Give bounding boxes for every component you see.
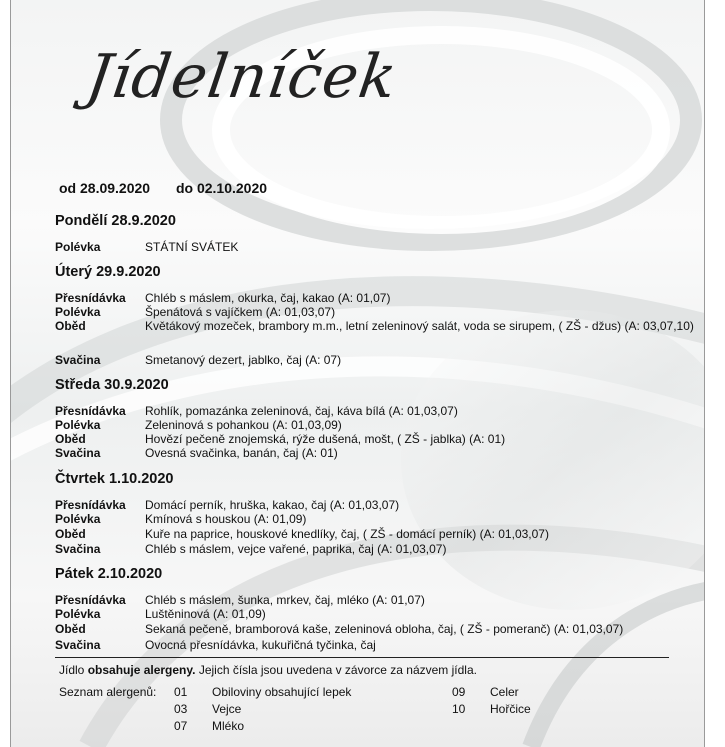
day-heading: Úterý 29.9.2020 bbox=[55, 264, 161, 280]
allergen-name: Vejce bbox=[212, 702, 242, 716]
meal-text: Zeleninová s pohankou (A: 01,03,09) bbox=[145, 418, 342, 432]
meal-text: Chléb s máslem, vejce vařené, paprika, čaj (A: 01,03,07) bbox=[145, 542, 447, 556]
allergen-code: 01 bbox=[174, 685, 188, 699]
meal-label: Polévka bbox=[55, 305, 101, 319]
meal-text: Rohlík, pomazánka zeleninová, čaj, káva bílá (A: 01,03,07) bbox=[145, 404, 458, 418]
meal-label: Svačina bbox=[55, 638, 101, 652]
meal-label: Polévka bbox=[55, 418, 101, 432]
meal-label: Přesnídávka bbox=[55, 593, 126, 607]
meal-label: Oběd bbox=[55, 432, 86, 446]
page-title: Jídelníček bbox=[82, 42, 402, 112]
date-to: do 02.10.2020 bbox=[175, 180, 268, 196]
date-from: od 28.09.2020 bbox=[59, 180, 151, 196]
allergen-list-label: Seznam alergenů: bbox=[59, 685, 157, 699]
menu-page bbox=[10, 0, 705, 747]
meal-label: Polévka bbox=[55, 607, 101, 621]
meal-label: Oběd bbox=[55, 527, 86, 541]
allergen-code: 03 bbox=[174, 702, 188, 716]
meal-text: Květákový mozeček, brambory m.m., letní zeleninový salát, voda se sirupem, ( ZŠ - džus) (A: 03,07,10) bbox=[145, 319, 694, 333]
meal-text: Sekaná pečeně, bramborová kaše, zeleninová obloha, čaj, ( ZŠ - pomeranč) (A: 01,03,07) bbox=[145, 622, 624, 636]
note-bold: obsahuje alergeny. bbox=[87, 663, 196, 677]
meal-label: Oběd bbox=[55, 622, 86, 636]
allergen-code: 09 bbox=[452, 685, 466, 699]
meal-label: Svačina bbox=[55, 353, 101, 367]
meal-label: Přesnídávka bbox=[55, 498, 126, 512]
meal-text: Chléb s máslem, šunka, mrkev, čaj, mléko (A: 01,07) bbox=[145, 593, 425, 607]
allergen-name: Obiloviny obsahující lepek bbox=[212, 685, 352, 699]
allergen-code: 10 bbox=[452, 702, 466, 716]
meal-text: Chléb s máslem, okurka, čaj, kakao (A: 01,07) bbox=[145, 291, 391, 305]
allergen-name: Hořčice bbox=[490, 702, 531, 716]
meal-label: Polévka bbox=[55, 240, 101, 254]
day-heading: Čtvrtek 1.10.2020 bbox=[55, 471, 174, 487]
meal-text: Špenátová s vajíčkem (A: 01,03,07) bbox=[145, 305, 336, 319]
note-text: Jejich čísla jsou uvedena v závorce za názvem jídla. bbox=[195, 663, 477, 677]
meal-label: Svačina bbox=[55, 446, 101, 460]
meal-text: Ovocná přesnídávka, kukuřičná tyčinka, čaj bbox=[145, 638, 376, 652]
day-heading: Středa 30.9.2020 bbox=[55, 377, 169, 393]
allergen-name: Mléko bbox=[212, 719, 245, 733]
meal-text: Ovesná svačinka, banán, čaj (A: 01) bbox=[145, 446, 338, 460]
meal-text: Kmínová s houskou (A: 01,09) bbox=[145, 512, 307, 526]
meal-label: Přesnídávka bbox=[55, 291, 126, 305]
meal-text: Luštěninová (A: 01,09) bbox=[145, 607, 266, 621]
allergen-name: Celer bbox=[490, 685, 519, 699]
allergen-code: 07 bbox=[174, 719, 188, 733]
meal-text: Domácí perník, hruška, kakao, čaj (A: 01,03,07) bbox=[145, 498, 400, 512]
note-text: Jídlo bbox=[59, 663, 88, 677]
divider bbox=[55, 657, 669, 658]
day-heading: Pondělí 28.9.2020 bbox=[55, 213, 176, 229]
meal-text: STÁTNÍ SVÁTEK bbox=[145, 240, 239, 254]
meal-label: Polévka bbox=[55, 512, 101, 526]
allergen-note bbox=[59, 663, 477, 677]
meal-label: Přesnídávka bbox=[55, 404, 126, 418]
date-range bbox=[59, 180, 289, 196]
meal-text: Kuře na paprice, houskové knedlíky, čaj, ( ZŠ - domácí perník) (A: 01,03,07) bbox=[145, 527, 549, 541]
meal-label: Oběd bbox=[55, 319, 86, 333]
meal-text: Hovězí pečeně znojemská, rýže dušená, mošt, ( ZŠ - jablka) (A: 01) bbox=[145, 432, 506, 446]
meal-text: Smetanový dezert, jablko, čaj (A: 07) bbox=[145, 353, 342, 367]
day-heading: Pátek 2.10.2020 bbox=[55, 566, 163, 582]
meal-label: Svačina bbox=[55, 542, 101, 556]
